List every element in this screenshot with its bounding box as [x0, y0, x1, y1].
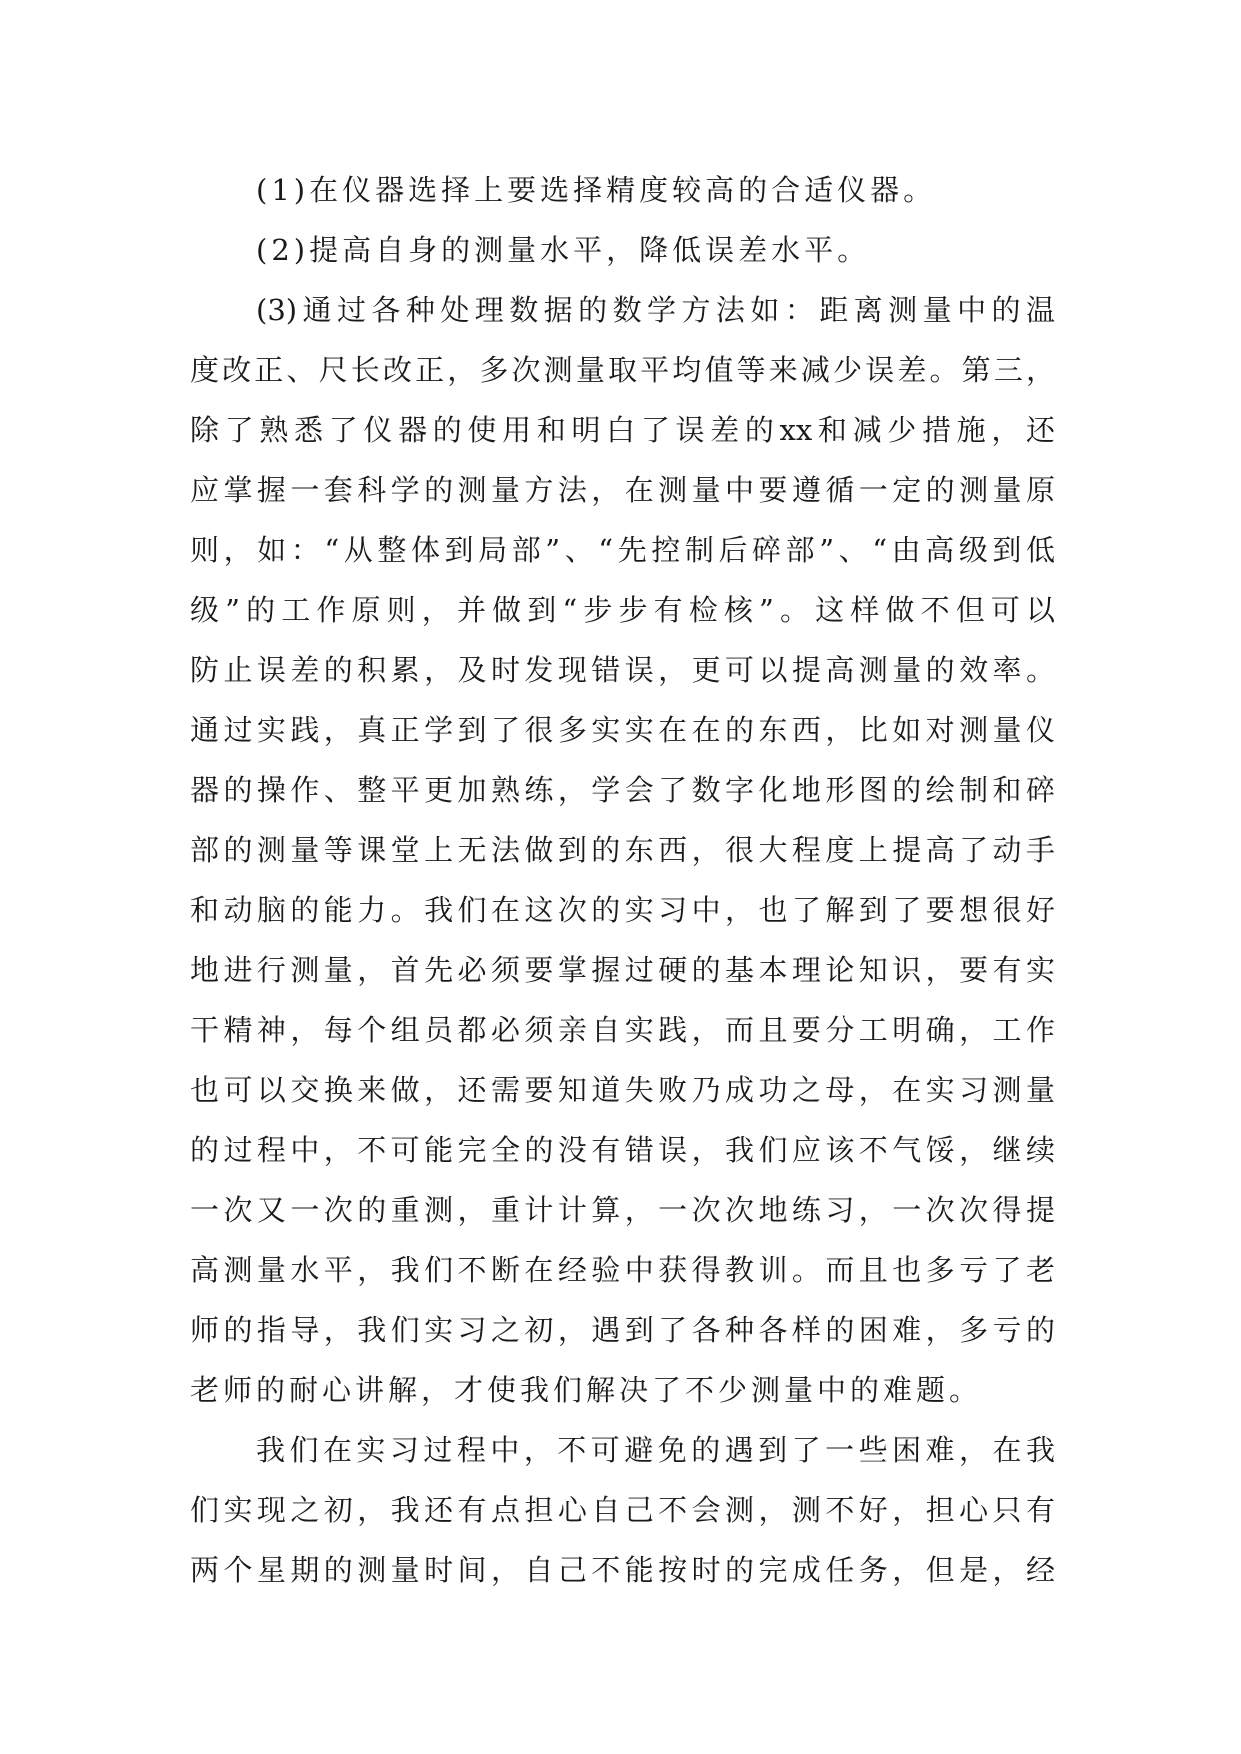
text-line: 也可以交换来做，还需要知道失败乃成功之母，在实习测量: [190, 1073, 1055, 1107]
text-line: (3)通过各种处理数据的数学方法如：距离测量中的温: [256, 293, 1055, 327]
text-line: 和动脑的能力。我们在这次的实习中，也了解到了要想很好: [190, 893, 1055, 927]
text-line: 我们在实习过程中，不可避免的遇到了一些困难，在我: [256, 1433, 1055, 1467]
text-line: 老师的耐心讲解，才使我们解决了不少测量中的难题。: [190, 1373, 983, 1407]
text-line: 防止误差的积累，及时发现错误，更可以提高测量的效率。: [190, 653, 1055, 687]
text-line: 度改正、尺长改正，多次测量取平均值等来减少误差。第三，: [190, 353, 1055, 387]
text-line: 的过程中，不可能完全的没有错误，我们应该不气馁，继续: [190, 1133, 1055, 1167]
text-line: 级”的工作原则，并做到“步步有检核”。这样做不但可以: [190, 593, 1055, 627]
text-line: 干精神，每个组员都必须亲自实践，而且要分工明确，工作: [190, 1013, 1055, 1047]
text-line: 师的指导，我们实习之初，遇到了各种各样的困难，多亏的: [190, 1313, 1055, 1347]
text-line: 应掌握一套科学的测量方法，在测量中要遵循一定的测量原: [190, 473, 1055, 507]
text-line: 一次又一次的重测，重计计算，一次次地练习，一次次得提: [190, 1193, 1055, 1227]
text-line: 高测量水平，我们不断在经验中获得教训。而且也多亏了老: [190, 1253, 1055, 1287]
text-line: 则，如：“从整体到局部”、“先控制后碎部”、“由高级到低: [190, 533, 1055, 567]
text-line: (1)在仪器选择上要选择精度较高的合适仪器。: [256, 173, 937, 207]
text-line: (2)提高自身的测量水平，降低误差水平。: [256, 233, 871, 267]
text-line: 地进行测量，首先必须要掌握过硬的基本理论知识，要有实: [190, 953, 1055, 987]
text-line: 器的操作、整平更加熟练，学会了数字化地形图的绘制和碎: [190, 773, 1055, 807]
text-line: 部的测量等课堂上无法做到的东西，很大程度上提高了动手: [190, 833, 1055, 867]
body-text: [190, 160, 1055, 1600]
text-line: 通过实践，真正学到了很多实实在在的东西，比如对测量仪: [190, 713, 1055, 747]
text-line: 除了熟悉了仪器的使用和明白了误差的xx和减少措施，还: [190, 413, 1055, 447]
text-line: 们实现之初，我还有点担心自己不会测，测不好，担心只有: [190, 1493, 1055, 1527]
text-line: 两个星期的测量时间，自己不能按时的完成任务，但是，经: [190, 1553, 1055, 1587]
